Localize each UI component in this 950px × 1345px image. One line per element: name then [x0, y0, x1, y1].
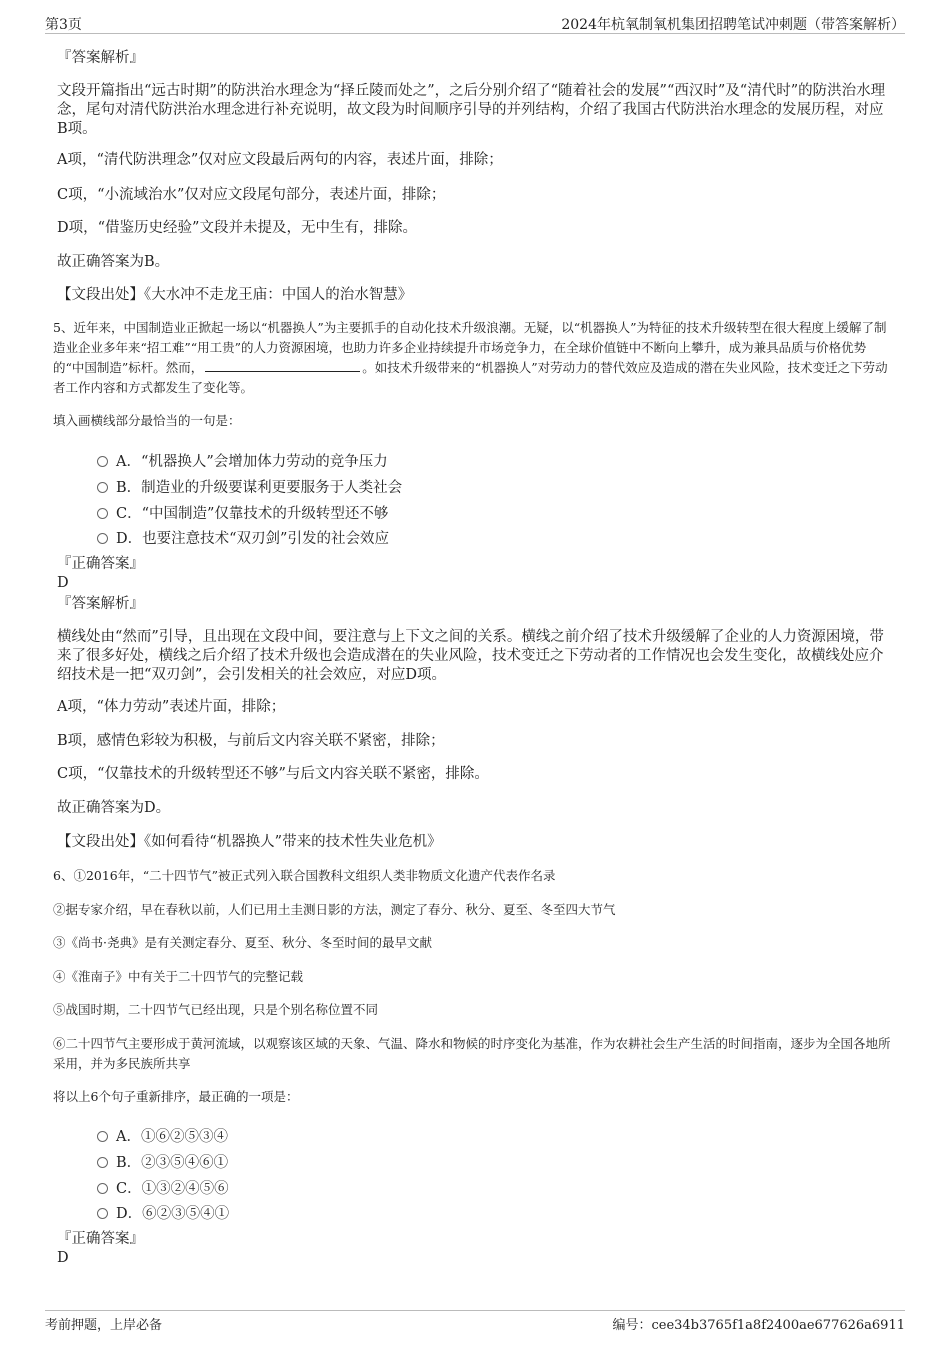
- q6-option-b[interactable]: B．②③⑤④⑥①: [97, 1151, 228, 1172]
- q5-prompt: 填入画横线部分最恰当的一句是：: [53, 413, 241, 428]
- q5-answer-label: 『正确答案』: [57, 556, 144, 572]
- q5-answer: D: [57, 575, 69, 591]
- q5-source: 【文段出处】《如何看待“机器换人”带来的技术性失业危机》: [57, 834, 442, 850]
- q5-option-a-note: A项，“体力劳动”表述片面，排除；: [57, 699, 286, 715]
- q4-analysis: 文段开篇指出“远古时期”的防洪治水理念为“择丘陵而处之”，之后分别介绍了“随着社会的发展”“西汉时”及“清代时”的防洪治水理念，尾句对清代防洪治水理念进行补充说明，故文段为时间顺序引导的并列结构，介绍了我国古代防洪治水理念的发展历程，对应B项。: [57, 83, 886, 137]
- q5-option-b-note: B项，感情色彩较为积极，与前后文内容关联不紧密，排除；: [57, 733, 445, 749]
- q4-option-a-note: A项，“清代防洪理念”仅对应文段最后两句的内容，表述片面，排除；: [57, 152, 503, 168]
- q6-option-d[interactable]: D．⑥②③⑤④①: [97, 1202, 229, 1223]
- q6-answer-label: 『正确答案』: [57, 1231, 144, 1247]
- page-header: [45, 0, 905, 34]
- q5-conclusion: 故正确答案为D。: [57, 800, 171, 816]
- q4-option-c-note: C项，“小流域治水”仅对应文段尾句部分，表述片面，排除；: [57, 187, 446, 203]
- radio-icon[interactable]: [97, 482, 108, 493]
- q5-option-d[interactable]: D．也要注意技术“双刃剑”引发的社会效应: [97, 527, 389, 548]
- footer-code: 编号：cee34b3765f1a8f2400ae677626a6911: [612, 1318, 905, 1333]
- page-footer: [45, 1310, 905, 1333]
- q5-stem-after: 。如技术升级带来的“机器换人”对劳动力的替代效应及造成的潜在失业风险，技术变迁之下劳动者工作内容和方式都发生了变化等。: [53, 360, 888, 395]
- q5-blank: [205, 359, 360, 372]
- radio-icon[interactable]: [97, 1208, 108, 1219]
- q6-option-c[interactable]: C．①③②④⑤⑥: [97, 1177, 229, 1198]
- radio-icon[interactable]: [97, 1131, 108, 1142]
- footer-slogan: 考前押题，上岸必备: [45, 1318, 163, 1333]
- radio-icon[interactable]: [97, 1157, 108, 1168]
- q5-stem: [53, 318, 893, 398]
- radio-icon[interactable]: [97, 456, 108, 467]
- q5-option-b[interactable]: B．制造业的升级要谋利更要服务于人类社会: [97, 476, 402, 497]
- q6-sentence-6: ⑥二十四节气主要形成于黄河流域，以观察该区域的天象、气温、降水和物候的时序变化为基准，作为农耕社会生产生活的时间指南，逐步为全国各地所采用，并为多民族所共享: [53, 1036, 891, 1071]
- q5-analysis: 横线处由“然而”引导，且出现在文段中间，要注意与上下文之间的关系。横线之前介绍了技术升级缓解了企业的人力资源困境，带来了很多好处，横线之后介绍了技术升级也会造成潜在的失业风险，技术变迁之下劳动者的工作情况也会发生变化，故横线处应介绍技术是一把“双刃剑”，会引发相关的社会效应，对应D项。: [57, 629, 884, 683]
- radio-icon[interactable]: [97, 533, 108, 544]
- q4-source: 【文段出处】《大水冲不走龙王庙：中国人的治水智慧》: [57, 287, 413, 303]
- q6-sentence-4: ④《淮南子》中有关于二十四节气的完整记载: [53, 969, 304, 984]
- q4-analysis-label: 『答案解析』: [57, 50, 144, 66]
- q6-option-a[interactable]: A．①⑥②⑤③④: [97, 1125, 228, 1146]
- q5-analysis-label: 『答案解析』: [57, 596, 144, 612]
- q4-conclusion: 故正确答案为B。: [57, 254, 170, 270]
- q6-sentence-5: ⑤战国时期，二十四节气已经出现，只是个别名称位置不同: [53, 1002, 379, 1017]
- radio-icon[interactable]: [97, 1183, 108, 1194]
- q6-sentence-1: 6、①2016年，“二十四节气”被正式列入联合国教科文组织人类非物质文化遗产代表作名录: [53, 868, 556, 883]
- q5-option-c[interactable]: C．“中国制造”仅靠技术的升级转型还不够: [97, 502, 388, 523]
- page-number: 第3页: [45, 17, 82, 33]
- q5-option-a[interactable]: A．“机器换人”会增加体力劳动的竞争压力: [97, 450, 388, 471]
- q6-sentence-3: ③《尚书·尧典》是有关测定春分、夏至、秋分、冬至时间的最早文献: [53, 935, 432, 950]
- q6-answer: D: [57, 1250, 69, 1266]
- radio-icon[interactable]: [97, 508, 108, 519]
- document-title: 2024年杭氧制氧机集团招聘笔试冲刺题（带答案解析）: [561, 17, 905, 33]
- q5-option-c-note: C项，“仅靠技术的升级转型还不够”与后文内容关联不紧密，排除。: [57, 766, 489, 782]
- q5-stem-before: 5、近年来，中国制造业正掀起一场以“机器换人”为主要抓手的自动化技术升级浪潮。无疑，以“机器换人”为特征的技术升级转型在很大程度上缓解了制造业企业多年来“招工难”“用工贵”的人力资源困境，也助力许多企业持续提升市场竞争力，在全球价值链中不断向上攀升，成为兼具品质与价格优势的“中国制造”标杆。然而，: [53, 320, 887, 375]
- q6-sentence-2: ②据专家介绍，早在春秋以前，人们已用土圭测日影的方法，测定了春分、秋分、夏至、冬至四大节气: [53, 902, 616, 917]
- q4-option-d-note: D项，“借鉴历史经验”文段并未提及，无中生有，排除。: [57, 220, 417, 236]
- q6-prompt: 将以上6个句子重新排序，最正确的一项是：: [53, 1089, 299, 1104]
